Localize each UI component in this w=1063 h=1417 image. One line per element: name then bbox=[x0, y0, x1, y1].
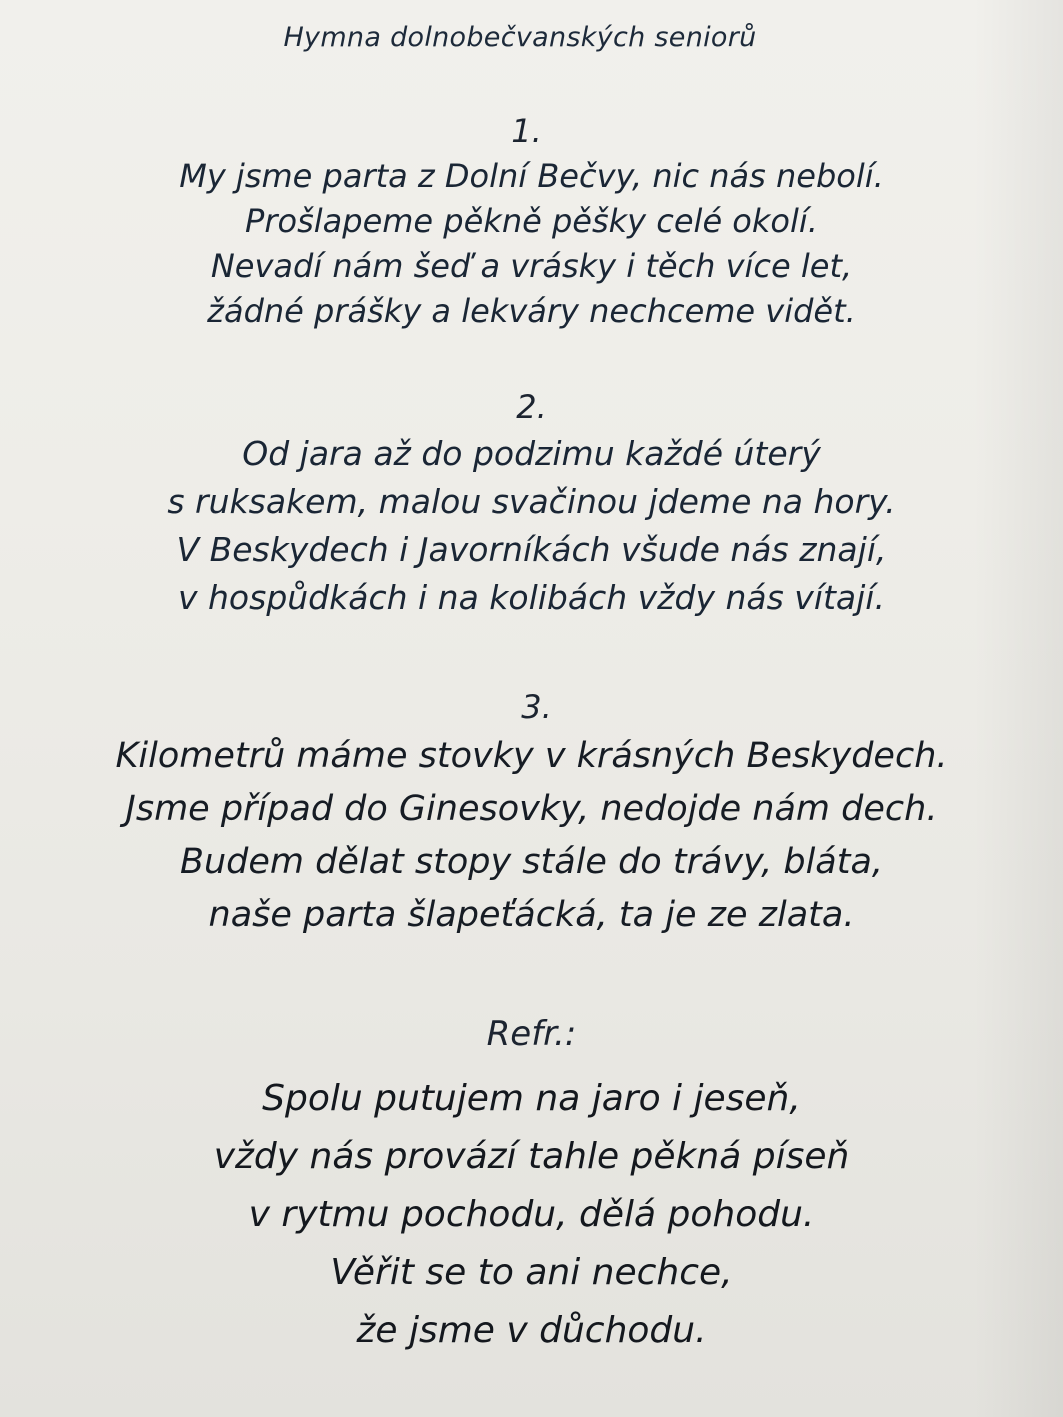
verse-line: V Beskydech i Javorníkách všude nás znají, bbox=[176, 530, 887, 569]
stanza-number: 2. bbox=[516, 388, 547, 426]
verse-line: Kilometrů máme stovky v krásných Beskydech. bbox=[115, 736, 948, 776]
verse-line: Jsme případ do Ginesovky, nedojde nám dech. bbox=[125, 789, 938, 829]
stanza-2 bbox=[0, 388, 1063, 622]
refrain bbox=[0, 1012, 1063, 1360]
verse-line: s ruksakem, malou svačinou jdeme na hory. bbox=[167, 482, 896, 521]
stanza-number: 3. bbox=[521, 688, 552, 726]
refrain-line: Spolu putujem na jaro i jeseň, bbox=[262, 1078, 801, 1119]
verse-line: My jsme parta z Dolní Bečvy, nic nás nebolí. bbox=[179, 157, 884, 195]
refrain-line: vždy nás provází tahle pěkná píseň bbox=[213, 1136, 850, 1177]
verse-line: Budem dělat stopy stále do trávy, bláta, bbox=[179, 842, 884, 882]
refrain-line: že jsme v důchodu. bbox=[356, 1310, 707, 1351]
verse-line: Prošlapeme pěkně pěšky celé okolí. bbox=[245, 202, 818, 240]
stanza-3 bbox=[0, 688, 1063, 942]
page-title: Hymna dolnobečvanských seniorů bbox=[283, 22, 757, 53]
refrain-line: v rytmu pochodu, dělá pohodu. bbox=[248, 1194, 815, 1235]
verse-line: Od jara až do podzimu každé úterý bbox=[242, 434, 821, 473]
verse-line: v hospůdkách i na kolibách vždy nás vítají. bbox=[178, 578, 885, 617]
verse-line: žádné prášky a lekváry nechceme vidět. bbox=[207, 292, 856, 330]
stanza-1 bbox=[0, 112, 1063, 334]
refrain-line: Věřit se to ani nechce, bbox=[330, 1252, 733, 1293]
verse-line: naše parta šlapeťácká, ta je ze zlata. bbox=[208, 895, 855, 935]
verse-line: Nevadí nám šeď a vrásky i těch více let, bbox=[210, 247, 853, 285]
refrain-label: Refr.: bbox=[486, 1014, 577, 1054]
stanza-number: 1. bbox=[511, 112, 542, 150]
